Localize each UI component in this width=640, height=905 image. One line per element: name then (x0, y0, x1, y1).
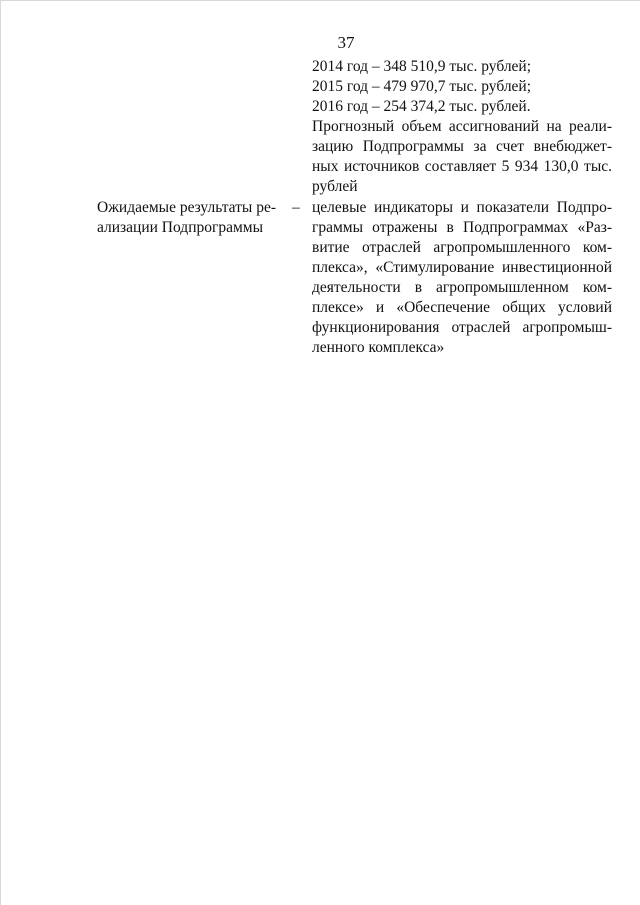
results-text-line-2: граммы отражены в Подпрограммах «Раз- (312, 219, 612, 236)
funding-line-2016: 2016 год – 254 374,2 тыс. рублей. (312, 98, 531, 115)
funding-line-2014: 2014 год – 348 510,9 тыс. рублей; (312, 58, 532, 75)
results-label-line-2: ализации Подпрограммы (97, 219, 264, 236)
results-text-line-3: витие отраслей агропромышленного ком- (312, 239, 612, 256)
scan-left-edge (0, 0, 1, 905)
results-text-line-7: функционирования отраслей агропромыш- (312, 319, 612, 336)
results-label-line-1: Ожидаемые результаты ре- (97, 199, 277, 216)
funding-forecast-line-1: Прогнозный объем ассигнований на реали- (312, 118, 612, 135)
results-text-line-6: плексе» и «Обеспечение общих условий (312, 299, 612, 316)
scan-top-edge (0, 0, 640, 1)
results-text-line-1: целевые индикаторы и показатели Подпро- (312, 199, 612, 216)
funding-line-2015: 2015 год – 479 970,7 тыс. рублей; (312, 78, 532, 95)
funding-forecast-line-2: зацию Подпрограммы за счет внебюджет- (312, 138, 612, 155)
funding-forecast-line-3: ных источников составляет 5 934 130,0 тыс. (312, 158, 612, 175)
results-text-line-4: плекса», «Стимулирование инвестиционной (312, 259, 612, 276)
results-dash: – (292, 199, 300, 216)
results-text-line-8: ленного комплекса» (312, 339, 445, 356)
results-text-line-5: деятельности в агропромышленном ком- (312, 279, 612, 296)
funding-forecast-line-4: рублей (312, 178, 358, 195)
page-number: 37 (337, 33, 355, 52)
